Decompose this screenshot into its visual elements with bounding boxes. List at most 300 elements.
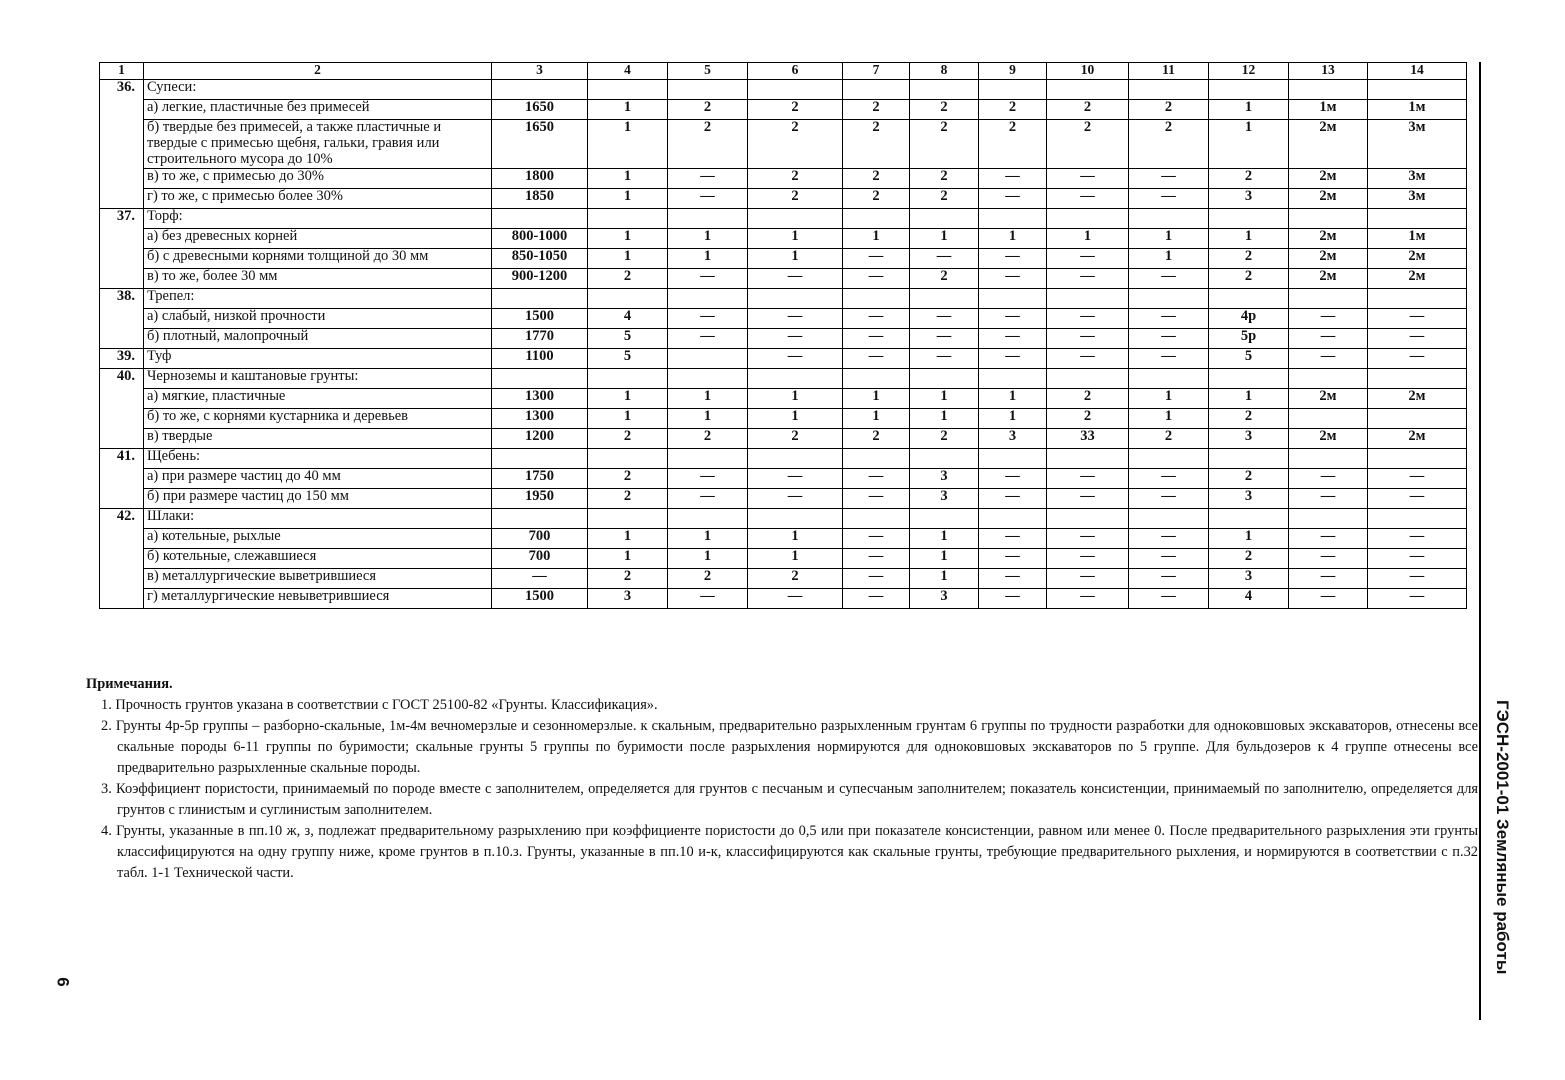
value-cell [668, 80, 748, 100]
value-cell: — [979, 308, 1047, 328]
column-header: 8 [910, 63, 979, 80]
value-cell: — [1368, 348, 1467, 368]
note-2: 2. Грунты 4р-5р группы – разборно-скальные, 1м-4м вечномерзлые и сезонномерзлые. к скальным, предварительно разрыхленным грунтам 6 группы по трудности разработки для одноковшовых экскаваторов, отнесены все скальные породы 6-11 группы по буримости; скальные грунты 5 группы по буримости после разрыхления нормируются для одноковшовых экскаваторов по 5 группе. Для бульдозеров к 4 группе отнесены все предварительно разрыхленные скальные породы. [101, 718, 1478, 776]
value-cell [1209, 448, 1289, 468]
value-cell: 3 [1209, 488, 1289, 508]
value-cell: 800-1000 [492, 228, 588, 248]
value-cell [1368, 508, 1467, 528]
group-number: 40. [100, 368, 144, 448]
value-cell: 3 [979, 428, 1047, 448]
value-cell [668, 508, 748, 528]
value-cell: 1м [1368, 228, 1467, 248]
value-cell: 2 [588, 268, 668, 288]
group-title: Торф: [144, 208, 492, 228]
value-cell: 1 [748, 528, 843, 548]
table-row [100, 228, 1467, 248]
group-number: 36. [100, 80, 144, 209]
value-cell: 2 [668, 568, 748, 588]
value-cell: — [1129, 308, 1209, 328]
value-cell [492, 448, 588, 468]
value-cell: 1 [910, 408, 979, 428]
value-cell [1209, 208, 1289, 228]
row-label: б) котельные, слежавшиеся [144, 548, 492, 568]
value-cell [668, 348, 748, 368]
value-cell: 1 [668, 228, 748, 248]
value-cell: 1 [588, 168, 668, 188]
column-header: 14 [1368, 63, 1467, 80]
note-4: 4. Грунты, указанные в пп.10 ж, з, подлежат предварительному разрыхлению при коэффициенте пористости до 0,5 или при показателе консистенции, равном или менее 0. После предварительного разрыхления эти грунты классифицируются на одну группу ниже, кроме грунтов в п.10.з. Грунты, указанные в пп.10 и-к, классифицируются как скальные грунты, требующие предварительного рыхления, и нормируются в соответствии с п.32 табл. 1-1 Технической части. [101, 823, 1478, 881]
value-cell: 2 [910, 188, 979, 208]
value-cell: 1 [843, 388, 910, 408]
table-row [100, 100, 1467, 120]
value-cell: — [979, 568, 1047, 588]
value-cell [668, 448, 748, 468]
value-cell: — [1368, 308, 1467, 328]
value-cell: — [843, 348, 910, 368]
value-cell: 1 [1047, 228, 1129, 248]
value-cell: — [748, 268, 843, 288]
value-cell: 2 [910, 168, 979, 188]
group-number: 38. [100, 288, 144, 348]
value-cell: — [1289, 568, 1368, 588]
value-cell [1368, 208, 1467, 228]
value-cell: 2 [588, 488, 668, 508]
value-cell [979, 448, 1047, 468]
value-cell [1047, 508, 1129, 528]
value-cell: — [668, 168, 748, 188]
value-cell: — [748, 488, 843, 508]
value-cell: 2м [1289, 248, 1368, 268]
value-cell: 2 [1047, 408, 1129, 428]
table-row [100, 168, 1467, 188]
value-cell: 2 [843, 120, 910, 169]
value-cell: 4р [1209, 308, 1289, 328]
value-cell [1047, 448, 1129, 468]
value-cell: 1 [1129, 388, 1209, 408]
value-cell: — [748, 468, 843, 488]
value-cell: 1 [588, 408, 668, 428]
value-cell [843, 508, 910, 528]
value-cell [1368, 448, 1467, 468]
group-row [100, 288, 1467, 308]
value-cell: — [668, 328, 748, 348]
value-cell: 3 [910, 468, 979, 488]
value-cell: 1850 [492, 188, 588, 208]
group-title: Туф [144, 348, 492, 368]
column-header: 13 [1289, 63, 1368, 80]
value-cell: 850-1050 [492, 248, 588, 268]
value-cell: — [910, 248, 979, 268]
value-cell: 2м [1368, 268, 1467, 288]
row-label: в) металлургические выветрившиеся [144, 568, 492, 588]
value-cell [1368, 288, 1467, 308]
value-cell: — [979, 548, 1047, 568]
value-cell: 2 [748, 428, 843, 448]
value-cell: — [668, 268, 748, 288]
value-cell: 1 [910, 228, 979, 248]
value-cell: 2 [588, 428, 668, 448]
value-cell: 1 [588, 548, 668, 568]
value-cell: 1м [1368, 100, 1467, 120]
value-cell: 2 [843, 100, 910, 120]
value-cell: — [748, 308, 843, 328]
value-cell: 1 [1209, 528, 1289, 548]
value-cell: 1 [588, 100, 668, 120]
value-cell: 1500 [492, 308, 588, 328]
value-cell: — [1368, 568, 1467, 588]
value-cell [910, 508, 979, 528]
value-cell: — [910, 308, 979, 328]
value-cell: 2 [1209, 408, 1289, 428]
value-cell: — [843, 308, 910, 328]
value-cell: 2 [910, 268, 979, 288]
value-cell: — [1368, 588, 1467, 608]
value-cell [1047, 368, 1129, 388]
value-cell [1209, 288, 1289, 308]
value-cell: — [1129, 468, 1209, 488]
table-row [100, 188, 1467, 208]
value-cell: 5 [588, 348, 668, 368]
value-cell: — [1047, 568, 1129, 588]
value-cell [668, 288, 748, 308]
value-cell: 2 [748, 120, 843, 169]
row-label: б) плотный, малопрочный [144, 328, 492, 348]
value-cell [668, 208, 748, 228]
value-cell: — [1047, 528, 1129, 548]
row-label: а) без древесных корней [144, 228, 492, 248]
value-cell: — [668, 188, 748, 208]
value-cell: 2 [910, 428, 979, 448]
value-cell: 2 [843, 428, 910, 448]
table-row [100, 408, 1467, 428]
row-label: а) котельные, рыхлые [144, 528, 492, 548]
row-label: б) при размере частиц до 150 мм [144, 488, 492, 508]
value-cell: 1650 [492, 100, 588, 120]
table-row [100, 308, 1467, 328]
value-cell: — [843, 568, 910, 588]
value-cell: — [1289, 348, 1368, 368]
value-cell [492, 368, 588, 388]
value-cell: 1 [910, 548, 979, 568]
value-cell: 1 [588, 388, 668, 408]
group-number: 41. [100, 448, 144, 508]
value-cell [1289, 80, 1368, 100]
value-cell: — [979, 348, 1047, 368]
value-cell: — [843, 488, 910, 508]
value-cell: — [1368, 548, 1467, 568]
value-cell: — [843, 528, 910, 548]
value-cell: 1 [748, 548, 843, 568]
value-cell: 1 [1209, 120, 1289, 169]
row-label: а) при размере частиц до 40 мм [144, 468, 492, 488]
value-cell: 1 [588, 248, 668, 268]
value-cell: — [1129, 548, 1209, 568]
value-cell: 3м [1368, 120, 1467, 169]
value-cell: — [1289, 328, 1368, 348]
value-cell: 2 [1047, 120, 1129, 169]
value-cell [1289, 368, 1368, 388]
value-cell: 2 [1129, 428, 1209, 448]
value-cell: 2 [1129, 100, 1209, 120]
value-cell: — [843, 588, 910, 608]
value-cell: 1 [1129, 228, 1209, 248]
value-cell: 700 [492, 548, 588, 568]
value-cell [492, 508, 588, 528]
value-cell [910, 368, 979, 388]
value-cell [1209, 508, 1289, 528]
value-cell: — [979, 168, 1047, 188]
value-cell: — [910, 328, 979, 348]
value-cell: 2 [748, 100, 843, 120]
value-cell: 1650 [492, 120, 588, 169]
value-cell: — [979, 268, 1047, 288]
value-cell: 2м [1289, 268, 1368, 288]
row-label: а) легкие, пластичные без примесей [144, 100, 492, 120]
column-header: 4 [588, 63, 668, 80]
value-cell: — [1129, 568, 1209, 588]
value-cell: 2 [588, 468, 668, 488]
value-cell: 1 [748, 228, 843, 248]
value-cell [843, 368, 910, 388]
row-label: б) с древесными корнями толщиной до 30 мм [144, 248, 492, 268]
value-cell: 1 [668, 388, 748, 408]
value-cell [910, 448, 979, 468]
value-cell [1047, 288, 1129, 308]
value-cell: — [1047, 468, 1129, 488]
value-cell: — [979, 488, 1047, 508]
value-cell: — [668, 588, 748, 608]
table-row [100, 248, 1467, 268]
value-cell [979, 208, 1047, 228]
value-cell: 1 [668, 408, 748, 428]
value-cell [910, 80, 979, 100]
value-cell [492, 288, 588, 308]
group-title: Черноземы и каштановые грунты: [144, 368, 492, 388]
value-cell [1129, 288, 1209, 308]
table-row [100, 388, 1467, 408]
column-header: 5 [668, 63, 748, 80]
value-cell: — [1047, 188, 1129, 208]
column-header: 3 [492, 63, 588, 80]
value-cell: 3 [910, 588, 979, 608]
value-cell: 1 [668, 248, 748, 268]
soil-classification-table [99, 62, 1467, 609]
value-cell [1129, 208, 1209, 228]
value-cell: — [1129, 268, 1209, 288]
value-cell [748, 208, 843, 228]
value-cell: 2м [1289, 428, 1368, 448]
value-cell: 2м [1289, 228, 1368, 248]
row-label: б) то же, с корнями кустарника и деревьев [144, 408, 492, 428]
value-cell: 2м [1368, 248, 1467, 268]
value-cell: — [1129, 348, 1209, 368]
table-row [100, 328, 1467, 348]
value-cell: — [1047, 588, 1129, 608]
value-cell [910, 288, 979, 308]
table-row [100, 548, 1467, 568]
value-cell: — [1289, 548, 1368, 568]
column-header: 9 [979, 63, 1047, 80]
table-row [100, 528, 1467, 548]
value-cell: — [1129, 188, 1209, 208]
document-side-title: ГЭСН-2001-01 Земляные работы [1493, 700, 1512, 975]
value-cell: — [1047, 168, 1129, 188]
table-row [100, 268, 1467, 288]
value-cell: 1 [979, 228, 1047, 248]
value-cell: — [843, 248, 910, 268]
value-cell [979, 508, 1047, 528]
value-cell: 1 [979, 408, 1047, 428]
value-cell: 1200 [492, 428, 588, 448]
value-cell: — [843, 548, 910, 568]
value-cell: 2 [910, 100, 979, 120]
value-cell: 2 [668, 100, 748, 120]
value-cell: 2 [1129, 120, 1209, 169]
value-cell [1047, 80, 1129, 100]
value-cell: 1500 [492, 588, 588, 608]
value-cell: — [1289, 588, 1368, 608]
value-cell: 900-1200 [492, 268, 588, 288]
value-cell: 3 [1209, 568, 1289, 588]
value-cell [1129, 368, 1209, 388]
value-cell: — [1289, 488, 1368, 508]
group-row [100, 368, 1467, 388]
value-cell [748, 448, 843, 468]
group-row [100, 208, 1467, 228]
value-cell [588, 208, 668, 228]
value-cell [1289, 408, 1368, 428]
group-number: 37. [100, 208, 144, 288]
column-header: 12 [1209, 63, 1289, 80]
value-cell: 1 [843, 228, 910, 248]
value-cell [1368, 80, 1467, 100]
value-cell [492, 80, 588, 100]
value-cell: — [1047, 548, 1129, 568]
value-cell: — [492, 568, 588, 588]
value-cell: 1 [668, 528, 748, 548]
row-label: в) твердые [144, 428, 492, 448]
table-row [100, 120, 1467, 169]
value-cell: 2 [910, 120, 979, 169]
row-label: б) твердые без примесей, а также пластичные и твердые с примесью щебня, гальки, гравия или строительного мусора до 10% [144, 120, 492, 169]
group-title: Трепел: [144, 288, 492, 308]
value-cell: 1 [588, 228, 668, 248]
column-header: 7 [843, 63, 910, 80]
value-cell: 2 [1209, 468, 1289, 488]
value-cell: — [1368, 488, 1467, 508]
value-cell: 1 [588, 120, 668, 169]
value-cell: 5 [588, 328, 668, 348]
value-cell: 1 [910, 568, 979, 588]
table-body [100, 80, 1467, 609]
value-cell: 5 [1209, 348, 1289, 368]
value-cell: — [1129, 328, 1209, 348]
value-cell [843, 448, 910, 468]
value-cell: 2 [843, 168, 910, 188]
value-cell: 2м [1368, 388, 1467, 408]
value-cell: — [1129, 588, 1209, 608]
value-cell: 1300 [492, 408, 588, 428]
value-cell: 2 [668, 120, 748, 169]
value-cell: — [668, 468, 748, 488]
value-cell: — [668, 308, 748, 328]
value-cell [748, 368, 843, 388]
value-cell: — [979, 328, 1047, 348]
value-cell: 2 [748, 568, 843, 588]
group-row [100, 508, 1467, 528]
value-cell [979, 80, 1047, 100]
value-cell: 2 [843, 188, 910, 208]
value-cell: 2 [668, 428, 748, 448]
row-label: в) то же, с примесью до 30% [144, 168, 492, 188]
group-title: Шлаки: [144, 508, 492, 528]
value-cell [1129, 80, 1209, 100]
group-title: Супеси: [144, 80, 492, 100]
table-row [100, 428, 1467, 448]
value-cell: 1 [748, 388, 843, 408]
row-label: а) мягкие, пластичные [144, 388, 492, 408]
value-cell: 1 [588, 188, 668, 208]
value-cell: 2 [748, 168, 843, 188]
value-cell: 5р [1209, 328, 1289, 348]
row-label: в) то же, более 30 мм [144, 268, 492, 288]
value-cell: — [910, 348, 979, 368]
value-cell [588, 288, 668, 308]
value-cell: — [1129, 528, 1209, 548]
column-number-row [100, 63, 1467, 80]
value-cell [979, 288, 1047, 308]
value-cell: 1100 [492, 348, 588, 368]
value-cell [910, 208, 979, 228]
value-cell: — [1289, 528, 1368, 548]
table-row [100, 588, 1467, 608]
value-cell: 2 [979, 120, 1047, 169]
group-number: 42. [100, 508, 144, 608]
column-header: 2 [144, 63, 492, 80]
row-label: а) слабый, низкой прочности [144, 308, 492, 328]
value-cell [1289, 508, 1368, 528]
value-cell: 1 [1129, 248, 1209, 268]
value-cell: 1 [1209, 228, 1289, 248]
value-cell: 3м [1368, 188, 1467, 208]
value-cell: — [979, 248, 1047, 268]
value-cell: 1770 [492, 328, 588, 348]
value-cell: — [979, 528, 1047, 548]
value-cell: 1 [1209, 100, 1289, 120]
value-cell: — [1047, 308, 1129, 328]
value-cell: 1300 [492, 388, 588, 408]
value-cell: — [748, 328, 843, 348]
note-3: 3. Коэффициент пористости, принимаемый по породе вместе с заполнителем, определяется для грунтов с песчаным и супесчаным заполнителем; показатель консистенции, принимаемый по заполнителю, определяется для грунтов с глинистым и суглинистым заполнителем. [101, 781, 1478, 818]
value-cell: 1 [748, 248, 843, 268]
value-cell: 2м [1289, 388, 1368, 408]
value-cell [588, 368, 668, 388]
value-cell [1129, 448, 1209, 468]
value-cell: 2м [1289, 120, 1368, 169]
value-cell: 1 [748, 408, 843, 428]
column-header: 11 [1129, 63, 1209, 80]
value-cell: 2 [1047, 388, 1129, 408]
value-cell [1129, 508, 1209, 528]
value-cell [588, 448, 668, 468]
value-cell: — [979, 588, 1047, 608]
group-row [100, 348, 1467, 368]
table-row [100, 468, 1467, 488]
value-cell [588, 80, 668, 100]
value-cell: 2 [588, 568, 668, 588]
value-cell: 2 [748, 188, 843, 208]
value-cell: — [1289, 308, 1368, 328]
